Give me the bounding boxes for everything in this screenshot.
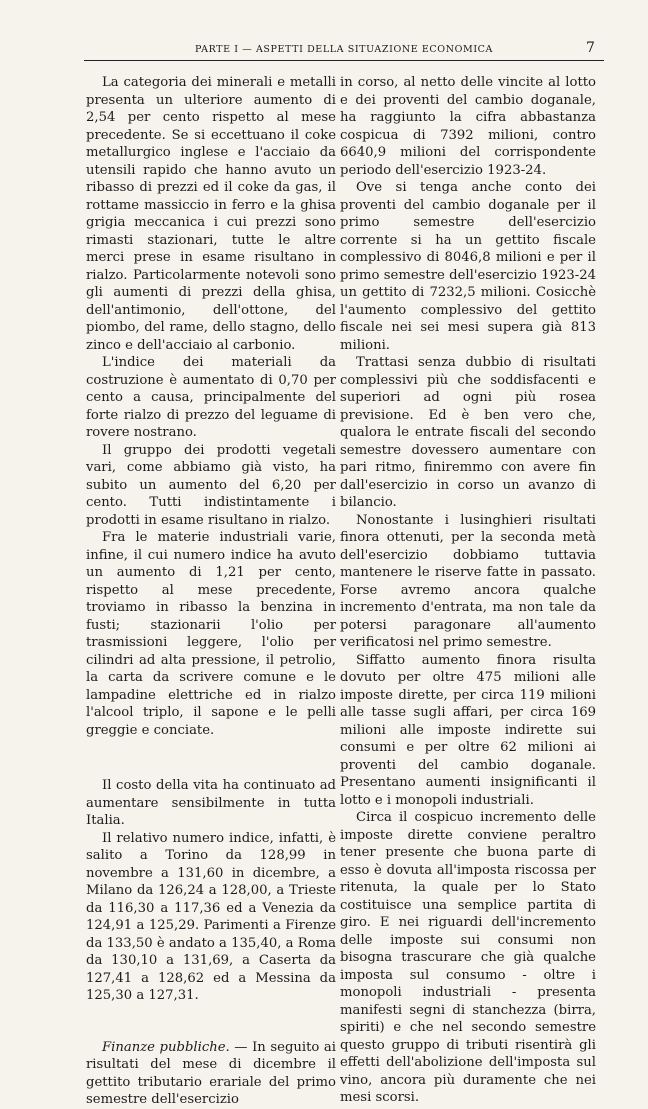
paragraph-costo-vita: Il costo della vita ha continuato ad aumentare sensibilmente in tutta Italia. xyxy=(86,778,336,828)
paragraph-minerali: La categoria dei minerali e metalli presenta un ulteriore aumento di 2,54 per cento rispetto al mese precedente. Se si eccettuano il coke metallurgico inglese e l'acciaio da utensili rapido che hanno avuto un ribasso di prezzi ed il coke da gas, il rottame massiccio in ferro e la ghisa grigia meccanica i cui prezzi sono rimasti stazionari, tutte le altre merci prese in esame risultano in rialzo. Particolarmente notevoli sono gli aumenti di prezzi della ghisa, dell'antimonio, dell'ottone, del piombo, del rame, dello stagno, dello zinco e dell'acciaio al carbonio. xyxy=(86,75,336,353)
section-heading-finanze: Finanze pubbliche. xyxy=(102,1039,230,1055)
paragraph-nonostante: Nonostante i lusinghieri risultati finora ottenuti, per la seconda metà dell'esercizio dobbiamo tuttavia mantenere le riserve fatte in passato. Forse avremo ancora qualche incremento d'entrata, ma non tale da potersi paragonare all'aumento verificatosi nel primo semestre. xyxy=(340,512,596,650)
paragraph-materie-industriali: Fra le materie industriali varie, infine, il cui numero indice ha avuto un aumento di 1,21 per cento, rispetto al mese precedente, troviamo in ribasso la benzina in fusti; stazionarii l'olio per trasmissioni leggere, l'olio per cilindri ad alta pressione, il petrolio, la carta da scrivere comune e le lampadine elettriche ed in rialzo l'alcool triplo, il sapone e le pelli greggie e conciate. xyxy=(86,530,336,738)
paragraph-numero-indice: Il relativo numero indice, infatti, è salito a Torino da 128,99 in novembre a 131,60 in dicembre, a Milano da 126,24 a 128,00, a Trieste da 116,30 a 117,36 ed a Venezia da 124,91 a 125,29. Parimenti a Firenze da 133,50 è andato a 135,40, a Roma da 130,10 a 131,69, a Caserta da 127,41 a 128,62 ed a Messina da 125,30 a 127,31. xyxy=(86,830,336,1003)
header-rule xyxy=(84,60,604,61)
section-gap xyxy=(86,739,336,777)
section-gap xyxy=(86,1005,336,1039)
page-number: 7 xyxy=(586,40,595,56)
paragraph-gettito-continuation: in corso, al netto delle vincite al lotto e dei proventi del cambio doganale, ha raggiunto la cifra abbastanza cospicua di 7392 milioni, contro 6640,9 milioni del corrispondente periodo dell'esercizio 1923-24. xyxy=(340,75,596,178)
paragraph-siffatto-aumento: Siffatto aumento finora risulta dovuto per oltre 475 milioni alle imposte dirette, per circa 119 milioni alle tasse sugli affari, per circa 169 milioni alle imposte indirette sui consumi e per oltre 62 milioni ai proventi del cambio doganale. Presentano aumenti insignificanti il lotto e i monopoli industriali. xyxy=(340,652,596,808)
paragraph-cambio-doganale: Ove si tenga anche conto dei proventi del cambio doganale per il primo semestre dell'esercizio corrente si ha un gettito fiscale complessivo di 8046,8 milioni e per il primo semestre dell'esercizio 1923-24 un gettito di 7232,5 milioni. Cosicchè l'aumento complessivo del gettito fiscale nei sei mesi supera già 813 milioni. xyxy=(340,180,596,353)
paragraph-finanze-pubbliche xyxy=(86,1039,336,1109)
paragraph-risultati: Trattasi senza dubbio di risultati complessivi più che soddisfacenti e superiori ad ogni più rosea previsione. Ed è ben vero che, qualora le entrate fiscali del secondo semestre dovessero aumentare con pari ritmo, finiremmo con avere fin dall'esercizio in corso un avanzo di bilancio. xyxy=(340,355,596,510)
left-column xyxy=(86,74,336,1109)
paragraph-costruzione: L'indice dei materiali da costruzione è aumentato di 0,70 per cento a causa, principalmente del forte rialzo di prezzo del leguame di rovere nostrano. xyxy=(86,355,336,440)
paragraph-prodotti-vegetali: Il gruppo dei prodotti vegetali vari, come abbiamo già visto, ha subito un aumento del 6,20 per cento. Tutti indistintamente i prodotti in esame risultano in rialzo. xyxy=(86,442,336,528)
paragraph-imposte-dirette: Circa il cospicuo incremento delle imposte dirette conviene peraltro tener presente che buona parte di esso è dovuta all'imposta riscossa per ritenuta, la quale per lo Stato costituisce una semplice partita di giro. E nei riguardi dell'incremento delle imposte sui consumi non bisogna trascurare che già qualche imposta sul consumo - oltre i monopoli industriali - presenta manifesti segni di stanchezza (birra, spiriti) e che nel secondo semestre questo gruppo di tributi risentirà gli effetti dell'abolizione dell'imposta sul vino, ancora più duramente che nei mesi scorsi. xyxy=(340,810,596,1105)
running-header: PARTE I — ASPETTI DELLA SITUAZIONE ECONOMICA xyxy=(195,44,493,55)
right-column xyxy=(340,74,596,1107)
finanze-text: — In seguito ai risultati del mese di dicembre il gettito tributario erariale del primo semestre dell'esercizio xyxy=(86,1039,337,1107)
